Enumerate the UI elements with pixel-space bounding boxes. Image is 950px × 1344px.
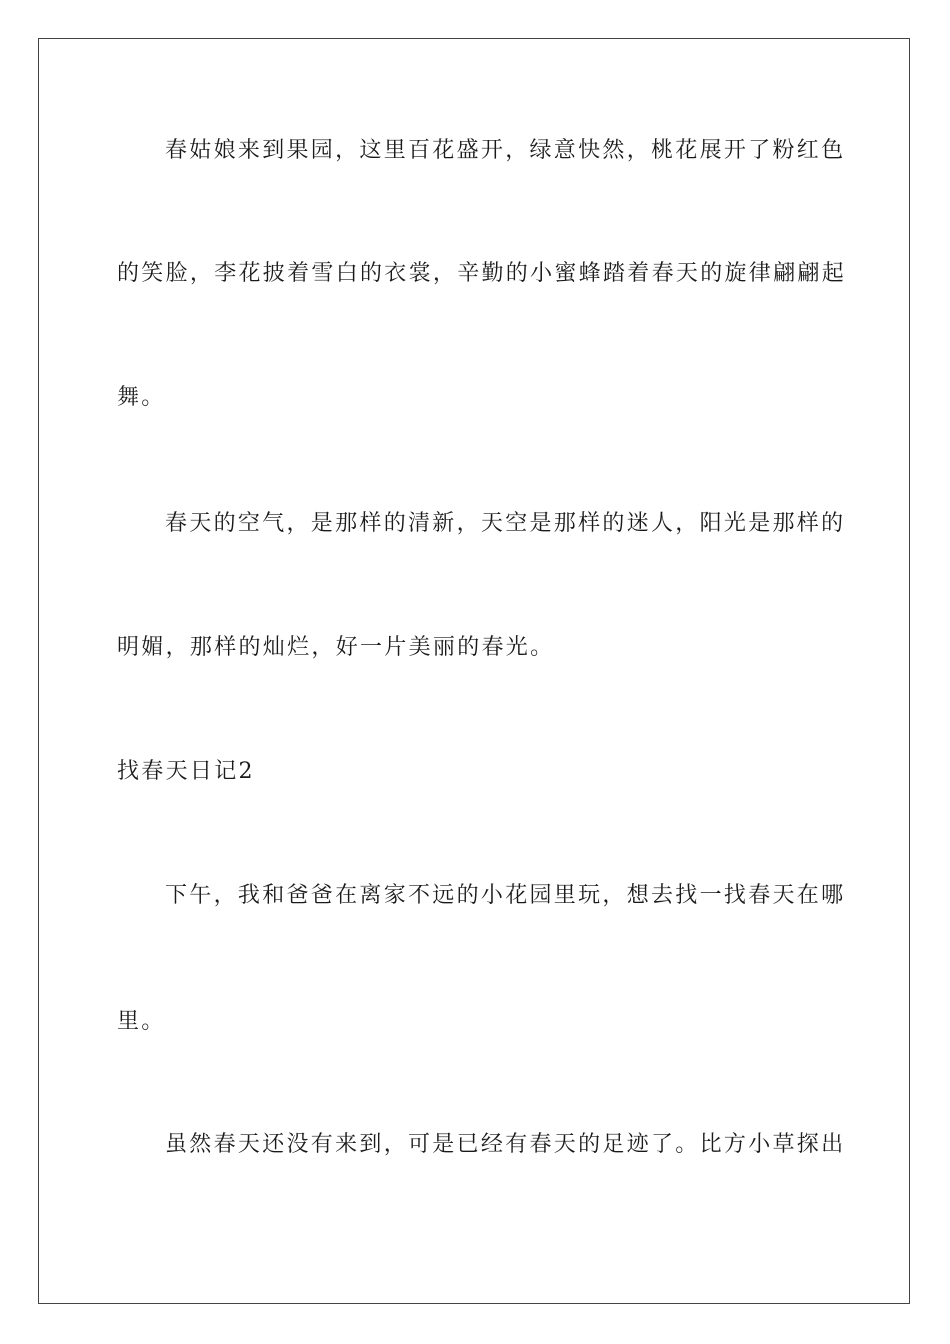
paragraph-1-line-2: 的笑脸，李花披着雪白的衣裳，辛勤的小蜜蜂踏着春天的旋律翩翩起 (117, 261, 847, 286)
paragraph-2-line-2: 明媚，那样的灿烂，好一片美丽的春光。 (117, 635, 555, 660)
paragraph-2-line-1: 春天的空气，是那样的清新，天空是那样的迷人，阳光是那样的 (165, 511, 846, 536)
paragraph-3-line-2: 里。 (117, 1009, 166, 1034)
paragraph-3-line-1: 下午，我和爸爸在离家不远的小花园里玩，想去找一找春天在哪 (165, 883, 846, 908)
paragraph-1-line-3: 舞。 (117, 385, 166, 410)
paragraph-1-line-1: 春姑娘来到果园，这里百花盛开，绿意快然，桃花展开了粉红色 (165, 138, 846, 163)
page-border (38, 38, 910, 1304)
section-heading: 找春天日记2 (117, 759, 255, 784)
paragraph-4-line-1: 虽然春天还没有来到，可是已经有春天的足迹了。比方小草探出 (165, 1132, 846, 1157)
